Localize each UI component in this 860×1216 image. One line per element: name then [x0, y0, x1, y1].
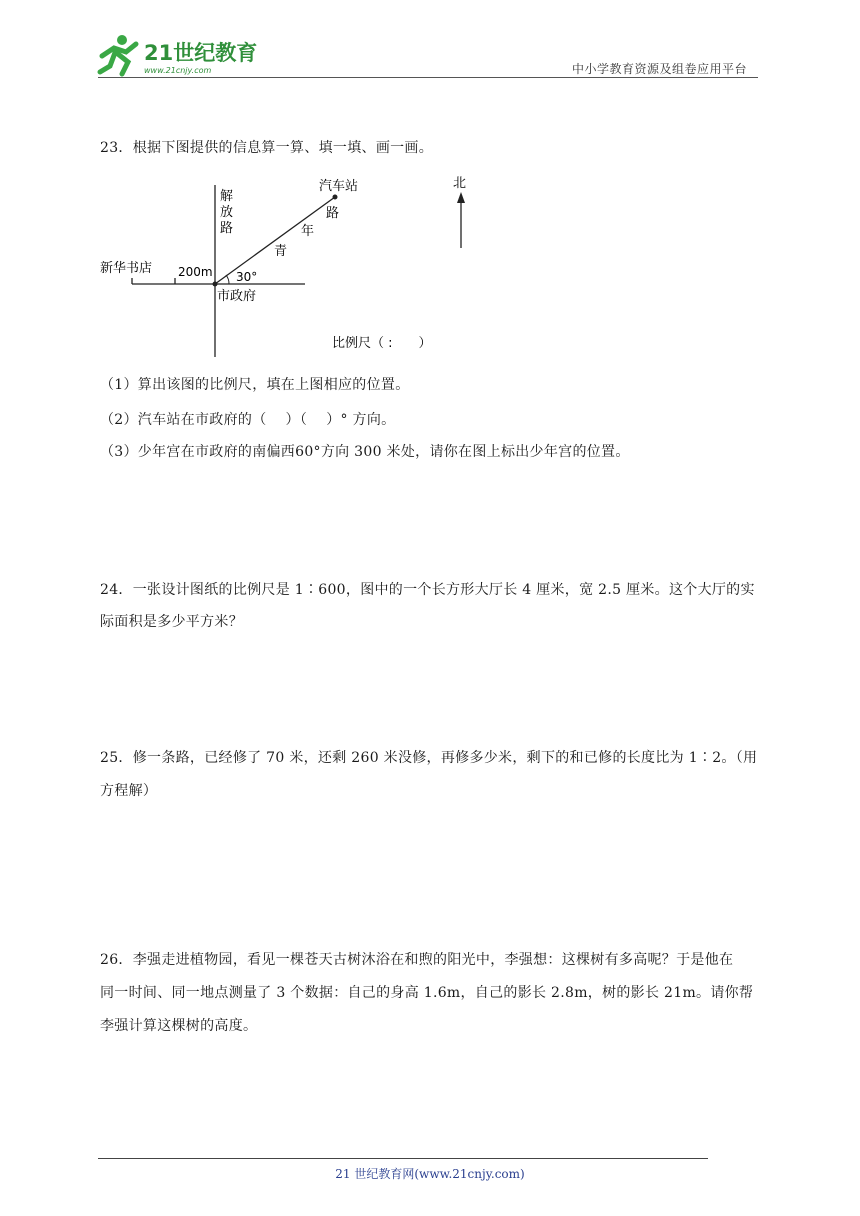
q26-line2: 同一时间、同一地点测量了 3 个数据：自己的身高 1.6m，自己的影长 2.8m，树的影长 21m。请你帮 — [100, 985, 754, 1001]
road-v-char-2: 放 — [220, 205, 234, 220]
city-hall-point — [213, 282, 218, 287]
q24-line2: 际面积是多少平方米？ — [100, 614, 243, 630]
bookstore-label: 新华书店 — [100, 261, 153, 276]
logo-url-text: www.21cnjy.com — [144, 66, 212, 75]
header-platform-text: 中小学教育资源及组卷应用平台 — [572, 62, 748, 76]
north-label: 北 — [453, 176, 467, 191]
q26-line3: 李强计算这棵树的高度。 — [100, 1018, 258, 1034]
footer-divider — [98, 1158, 708, 1159]
q25-line2: 方程解） — [100, 783, 158, 799]
road-diag-char-1: 路 — [326, 206, 340, 221]
q23-sub2: （2）汽车站在市政府的（ ）（ ）° 方向。 — [100, 412, 396, 428]
header-divider — [98, 77, 758, 78]
angle-arc — [226, 275, 229, 284]
q23-sub1: （1）算出该图的比例尺，填在上图相应的位置。 — [100, 377, 410, 393]
scale-label: 比例尺（ : ） — [332, 336, 432, 351]
north-arrow-icon — [457, 192, 465, 203]
q23-sub3: （3）少年宫在市政府的南偏西60°方向 300 米处，请你在图上标出少年宫的位置。 — [100, 444, 630, 460]
road-diag-char-3: 青 — [274, 244, 288, 259]
road-v-char-1: 解 — [220, 189, 234, 204]
station-point — [333, 195, 338, 200]
q25-line1: 25．修一条路，已经修了 70 米，还剩 260 米没修，再修多少米，剩下的和已修的长度比为 1∶2。（用 — [100, 750, 758, 766]
logo-text: 21世纪教育 — [144, 41, 258, 65]
q23-map-diagram — [90, 170, 490, 365]
city-hall-label: 市政府 — [217, 289, 257, 304]
q23-stem: 23．根据下图提供的信息算一算、填一填、画一画。 — [100, 140, 434, 156]
road-diag-char-2: 年 — [301, 224, 315, 239]
q24-line1: 24．一张设计图纸的比例尺是 1∶600，图中的一个长方形大厅长 4 厘米，宽 2.5 厘米。这个大厅的实 — [100, 582, 755, 598]
distance-label: 200m — [178, 265, 213, 279]
road-v-char-3: 路 — [220, 221, 234, 236]
station-label: 汽车站 — [319, 179, 359, 194]
angle-label: 30° — [236, 270, 258, 284]
runner-icon — [100, 35, 136, 74]
site-logo — [92, 30, 262, 78]
footer-link[interactable]: 21 世纪教育网(www.21cnjy.com) — [335, 1167, 525, 1181]
q26-line1: 26．李强走进植物园，看见一棵苍天古树沐浴在和煦的阳光中，李强想：这棵树有多高呢？于是他在 — [100, 952, 734, 968]
